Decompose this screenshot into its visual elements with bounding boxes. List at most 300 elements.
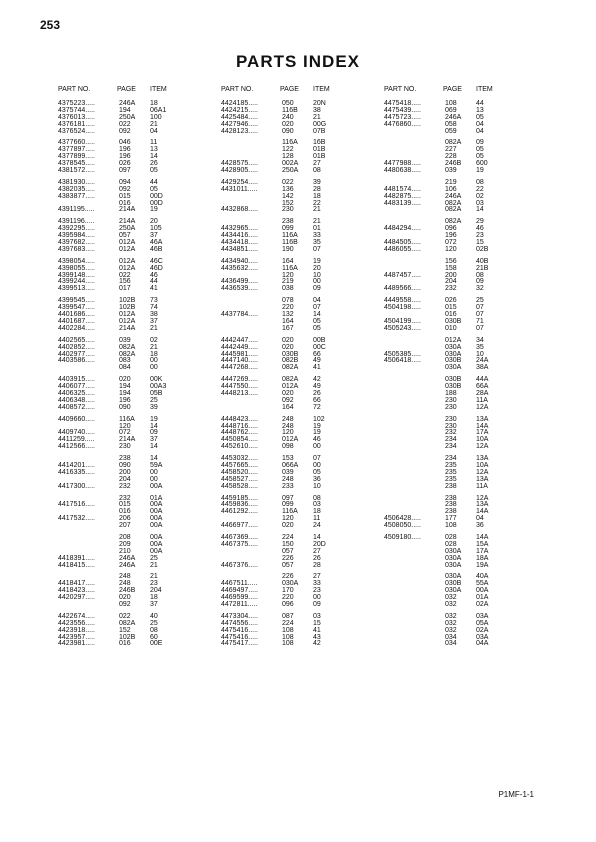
page-ref: 238 bbox=[282, 218, 294, 226]
page-ref: 116A bbox=[282, 232, 298, 240]
part-number: 4417300..... bbox=[58, 482, 95, 490]
entry-group bbox=[58, 535, 208, 569]
page-ref: 196 bbox=[119, 396, 131, 404]
item-ref: 05A bbox=[476, 619, 489, 627]
item-header: ITEM bbox=[476, 86, 493, 93]
part-number: 4475416..... bbox=[221, 626, 258, 634]
item-ref: 12A bbox=[476, 403, 489, 411]
part-number: 4414201..... bbox=[58, 461, 95, 469]
part-number: 4435632..... bbox=[221, 264, 258, 272]
part-number: 4403915..... bbox=[58, 376, 95, 384]
entry-group bbox=[221, 417, 371, 451]
part-number: 4447269..... bbox=[221, 376, 258, 384]
entry-group bbox=[221, 219, 371, 253]
entry-group bbox=[384, 140, 534, 174]
index-row bbox=[384, 595, 534, 602]
index-column-3 bbox=[384, 86, 534, 653]
page-ref: 209 bbox=[119, 540, 131, 548]
item-ref: 09 bbox=[313, 285, 321, 293]
item-ref: 01B bbox=[313, 153, 326, 161]
part-number: 4466977..... bbox=[221, 522, 258, 530]
item-ref: 09 bbox=[476, 139, 484, 147]
page-ref: 240 bbox=[282, 113, 294, 121]
index-row bbox=[221, 286, 371, 293]
page-ref: 020 bbox=[282, 389, 294, 397]
index-column-1 bbox=[58, 86, 208, 653]
page-ref: 020 bbox=[282, 120, 294, 128]
item-ref: 19 bbox=[313, 429, 321, 437]
page-ref: 015 bbox=[119, 192, 131, 200]
part-number: 4447550..... bbox=[221, 383, 258, 391]
page-ref: 039 bbox=[445, 167, 457, 175]
part-number: 4475417..... bbox=[221, 640, 258, 648]
index-row bbox=[221, 563, 371, 570]
page-ref: 230 bbox=[445, 422, 457, 430]
item-ref: 00B bbox=[313, 336, 326, 344]
index-row bbox=[221, 140, 371, 147]
page-header: PAGE bbox=[443, 86, 462, 93]
page-ref: 194 bbox=[119, 389, 131, 397]
item-ref: 01B bbox=[313, 146, 326, 154]
item-header: ITEM bbox=[313, 86, 330, 93]
footer-code: P1MF-1-1 bbox=[498, 790, 534, 799]
page-ref: 082A bbox=[119, 619, 136, 627]
item-ref: 204 bbox=[150, 587, 162, 595]
page-ref: 017 bbox=[119, 285, 131, 293]
page-ref: 032 bbox=[445, 626, 457, 634]
index-row bbox=[221, 641, 371, 648]
item-ref: 28A bbox=[476, 389, 489, 397]
part-number: 4467375..... bbox=[221, 540, 258, 548]
index-row bbox=[58, 516, 208, 523]
item-ref: 26 bbox=[150, 160, 158, 168]
item-ref: 03 bbox=[313, 501, 321, 509]
item-ref: 28 bbox=[313, 561, 321, 569]
page-ref: 020 bbox=[282, 522, 294, 530]
item-ref: 00A3 bbox=[150, 383, 167, 391]
index-row bbox=[221, 266, 371, 273]
entry-group bbox=[58, 338, 208, 372]
item-ref: 33 bbox=[313, 580, 321, 588]
item-ref: 39 bbox=[150, 403, 158, 411]
entry-group bbox=[221, 298, 371, 332]
item-ref: 12A bbox=[476, 443, 489, 451]
page-ref: 167 bbox=[282, 324, 294, 332]
item-ref: 42 bbox=[313, 640, 321, 648]
index-row bbox=[58, 563, 208, 570]
page-ref: 034 bbox=[445, 640, 457, 648]
page-ref: 046 bbox=[119, 139, 131, 147]
item-ref: 14 bbox=[476, 206, 484, 214]
page-ref: 120 bbox=[119, 422, 131, 430]
item-ref: 46A bbox=[150, 239, 163, 247]
item-ref: 05B bbox=[150, 389, 163, 397]
item-ref: 05 bbox=[313, 468, 321, 476]
item-ref: 102 bbox=[313, 415, 325, 423]
part-number: 4506428..... bbox=[384, 515, 421, 523]
page-ref: 108 bbox=[282, 633, 294, 641]
part-number: 4473304..... bbox=[221, 612, 258, 620]
item-ref: 22 bbox=[313, 199, 321, 207]
page-ref: 206 bbox=[119, 515, 131, 523]
index-row bbox=[384, 628, 534, 635]
page-ref: 108 bbox=[282, 626, 294, 634]
page-ref: 012A bbox=[119, 317, 136, 325]
item-ref: 12A bbox=[476, 494, 489, 502]
item-ref: 36 bbox=[476, 522, 484, 530]
part-number: 4445981..... bbox=[221, 350, 258, 358]
page-ref: 204 bbox=[119, 475, 131, 483]
item-ref: 35 bbox=[313, 239, 321, 247]
part-number: 4381930..... bbox=[58, 178, 95, 186]
page-ref: 030B bbox=[282, 350, 299, 358]
entry-group bbox=[384, 219, 534, 253]
part-number: 4401687..... bbox=[58, 317, 95, 325]
item-ref: 13 bbox=[150, 146, 158, 154]
item-ref: 40B bbox=[476, 257, 489, 265]
item-ref: 07B bbox=[313, 127, 326, 135]
page-ref: 092 bbox=[119, 601, 131, 608]
part-number: 4402977..... bbox=[58, 350, 95, 358]
index-row bbox=[58, 358, 208, 365]
page-ref: 058 bbox=[445, 120, 457, 128]
index-row bbox=[58, 326, 208, 333]
part-number: 4477988..... bbox=[384, 160, 421, 168]
item-ref: 43 bbox=[313, 633, 321, 641]
entry-group bbox=[58, 417, 208, 451]
index-row bbox=[58, 194, 208, 201]
part-number: 4398054..... bbox=[58, 257, 95, 265]
page-ref: 164 bbox=[282, 403, 294, 411]
page-ref: 246B bbox=[119, 587, 136, 595]
page-ref: 164 bbox=[282, 317, 294, 325]
page-ref: 246A bbox=[119, 554, 136, 562]
item-ref: 55A bbox=[476, 580, 489, 588]
item-ref: 66A bbox=[476, 383, 489, 391]
entry-groups bbox=[384, 101, 534, 648]
page-title: PARTS INDEX bbox=[235, 52, 361, 71]
item-ref: 01A bbox=[476, 594, 489, 602]
index-row bbox=[384, 273, 534, 280]
item-ref: 22 bbox=[476, 185, 484, 193]
index-row bbox=[58, 129, 208, 136]
page-ref: 030B bbox=[445, 376, 462, 384]
item-ref: 21 bbox=[150, 120, 158, 128]
part-number: 4399545..... bbox=[58, 297, 95, 305]
part-number: 4424185..... bbox=[221, 100, 258, 107]
part-number: 4504198..... bbox=[384, 304, 421, 312]
part-number: 4418417..... bbox=[58, 580, 95, 588]
item-ref: 14A bbox=[476, 422, 489, 430]
part-number: 4489566..... bbox=[384, 285, 421, 293]
part-number: 4399547..... bbox=[58, 304, 95, 312]
part-number: 4432965..... bbox=[221, 225, 258, 233]
entry-group bbox=[384, 180, 534, 214]
index-row bbox=[384, 365, 534, 372]
part-number: 4425484..... bbox=[221, 113, 258, 121]
item-ref: 05 bbox=[313, 317, 321, 325]
item-ref: 05 bbox=[150, 167, 158, 175]
page-ref: 190 bbox=[282, 245, 294, 253]
page-ref: 164 bbox=[282, 257, 294, 265]
page-ref: 246B bbox=[445, 160, 462, 168]
page-ref: 116A bbox=[282, 508, 298, 516]
item-ref: 27 bbox=[313, 547, 321, 555]
page-ref: 097 bbox=[282, 494, 294, 502]
item-ref: 10A bbox=[476, 436, 489, 444]
part-number: 4448716..... bbox=[221, 422, 258, 430]
item-ref: 44 bbox=[150, 278, 158, 286]
item-ref: 13A bbox=[476, 455, 489, 463]
index-row bbox=[384, 621, 534, 628]
part-number: 4484505..... bbox=[384, 239, 421, 247]
page-ref: 082A bbox=[445, 206, 462, 214]
index-row bbox=[384, 384, 534, 391]
item-ref: 40A bbox=[476, 573, 489, 581]
part-number: 4406077..... bbox=[58, 383, 95, 391]
part-number: 4422674..... bbox=[58, 612, 95, 620]
page-ref: 196 bbox=[445, 232, 457, 240]
part-number: 4450854..... bbox=[221, 436, 258, 444]
page-ref: 210 bbox=[119, 547, 131, 555]
index-row bbox=[221, 549, 371, 556]
index-row bbox=[384, 247, 534, 254]
item-ref: 36 bbox=[313, 475, 321, 483]
item-ref: 05 bbox=[476, 146, 484, 154]
page-ref: 142 bbox=[282, 192, 294, 200]
page-ref: 038 bbox=[282, 285, 294, 293]
part-number: 4475723..... bbox=[384, 113, 421, 121]
item-ref: 07 bbox=[476, 324, 484, 332]
column-header bbox=[58, 86, 208, 98]
item-ref: 21 bbox=[313, 218, 321, 226]
item-ref: 00 bbox=[150, 475, 158, 483]
page-ref: 120 bbox=[282, 515, 294, 523]
page-ref: 028 bbox=[445, 533, 457, 541]
page-ref: 156 bbox=[119, 278, 131, 286]
page-ref: 030B bbox=[445, 357, 462, 365]
page-ref: 097 bbox=[119, 167, 131, 175]
page-ref: 092 bbox=[282, 396, 294, 404]
page-ref: 228 bbox=[445, 153, 457, 161]
item-ref: 72 bbox=[313, 403, 321, 411]
item-ref: 14A bbox=[476, 508, 489, 516]
item-ref: 23 bbox=[476, 232, 484, 240]
page-ref: 012A bbox=[282, 383, 299, 391]
index-row bbox=[384, 614, 534, 621]
index-row bbox=[221, 523, 371, 530]
part-number: 4428575..... bbox=[221, 160, 258, 168]
page-ref: 030B bbox=[445, 317, 462, 325]
entry-group bbox=[58, 496, 208, 530]
item-ref: 19A bbox=[476, 561, 489, 569]
part-no-header: PART NO. bbox=[384, 86, 417, 93]
page-ref: 248 bbox=[119, 573, 131, 581]
page-ref: 082A bbox=[445, 218, 462, 226]
index-row bbox=[384, 286, 534, 293]
item-ref: 03 bbox=[313, 612, 321, 620]
index-row bbox=[58, 470, 208, 477]
index-row bbox=[384, 563, 534, 570]
item-ref: 33 bbox=[313, 232, 321, 240]
index-row bbox=[384, 635, 534, 642]
item-ref: 100 bbox=[150, 113, 162, 121]
item-ref: 13 bbox=[476, 106, 484, 114]
page-ref: 108 bbox=[282, 640, 294, 648]
page-ref: 030A bbox=[445, 350, 462, 358]
page-ref: 016 bbox=[119, 199, 131, 207]
part-number: 4453032..... bbox=[221, 455, 258, 463]
page-ref: 012A bbox=[119, 257, 136, 265]
part-number: 4461292..... bbox=[221, 508, 258, 516]
part-number: 4437784..... bbox=[221, 311, 258, 319]
item-ref: 24A bbox=[476, 357, 489, 365]
part-number: 4467376..... bbox=[221, 561, 258, 569]
page-ref: 082A bbox=[282, 376, 299, 384]
item-ref: 00A bbox=[476, 587, 489, 595]
part-number: 4402284..... bbox=[58, 324, 95, 332]
item-ref: 25 bbox=[476, 297, 484, 305]
part-number: 4458527..... bbox=[221, 475, 258, 483]
page-ref: 108 bbox=[445, 522, 457, 530]
page-ref: 226 bbox=[282, 573, 294, 581]
index-row bbox=[384, 463, 534, 470]
item-ref: 03A bbox=[476, 633, 489, 641]
index-row bbox=[221, 168, 371, 175]
page-ref: 208 bbox=[119, 533, 131, 541]
index-row bbox=[58, 542, 208, 549]
index-row bbox=[221, 129, 371, 136]
entry-group bbox=[58, 101, 208, 135]
index-row bbox=[221, 391, 371, 398]
item-ref: 35 bbox=[476, 343, 484, 351]
item-ref: 00D bbox=[150, 192, 163, 200]
item-ref: 14 bbox=[150, 443, 158, 451]
item-ref: 07 bbox=[313, 455, 321, 463]
index-row bbox=[384, 405, 534, 412]
item-ref: 40 bbox=[150, 612, 158, 620]
item-ref: 12A bbox=[476, 468, 489, 476]
page-ref: 020 bbox=[119, 376, 131, 384]
page-ref: 030A bbox=[445, 561, 462, 569]
item-ref: 73 bbox=[150, 297, 158, 305]
item-ref: 00A bbox=[150, 547, 163, 555]
part-number: 4436499..... bbox=[221, 278, 258, 286]
page-ref: 026 bbox=[445, 297, 457, 305]
part-number: 4377899..... bbox=[58, 153, 95, 161]
item-ref: 19 bbox=[313, 257, 321, 265]
index-row bbox=[58, 207, 208, 214]
page-ref: 039 bbox=[119, 336, 131, 344]
item-ref: 07 bbox=[313, 245, 321, 253]
part-number: 4409660..... bbox=[58, 415, 95, 423]
page-ref: 250A bbox=[119, 113, 136, 121]
item-ref: 08 bbox=[150, 626, 158, 634]
page-ref: 177 bbox=[445, 515, 457, 523]
item-ref: 01 bbox=[313, 225, 321, 233]
index-row bbox=[221, 542, 371, 549]
index-row bbox=[221, 187, 371, 194]
item-ref: 10A bbox=[476, 461, 489, 469]
part-number: 4398055..... bbox=[58, 264, 95, 272]
part-number: 4476860..... bbox=[384, 120, 421, 128]
page-ref: 122 bbox=[282, 146, 294, 154]
item-ref: 08 bbox=[313, 167, 321, 175]
item-ref: 02A bbox=[476, 601, 489, 608]
page-ref: 102B bbox=[119, 633, 136, 641]
page-ref: 030B bbox=[445, 580, 462, 588]
item-ref: 00A bbox=[150, 508, 163, 516]
item-ref: 00E bbox=[150, 640, 163, 648]
part-number: 4475418..... bbox=[384, 100, 421, 107]
page-ref: 096 bbox=[445, 225, 457, 233]
item-ref: 27 bbox=[313, 160, 321, 168]
item-ref: 46 bbox=[476, 225, 484, 233]
item-ref: 13A bbox=[476, 415, 489, 423]
item-ref: 46 bbox=[150, 271, 158, 279]
page-ref: 128 bbox=[282, 153, 294, 161]
part-number: 4397682..... bbox=[58, 239, 95, 247]
page-ref: 250A bbox=[282, 167, 299, 175]
item-ref: 10 bbox=[313, 271, 321, 279]
page-ref: 030B bbox=[445, 383, 462, 391]
entry-group bbox=[58, 574, 208, 608]
item-ref: 01A bbox=[150, 494, 163, 502]
item-ref: 00A bbox=[150, 515, 163, 523]
page-ref: 152 bbox=[119, 626, 131, 634]
page-ref: 082A bbox=[445, 199, 462, 207]
item-ref: 25 bbox=[150, 619, 158, 627]
part-number: 4447268..... bbox=[221, 364, 258, 372]
page-ref: 012A bbox=[119, 311, 136, 319]
item-ref: 03A bbox=[476, 612, 489, 620]
page-ref: 078 bbox=[282, 297, 294, 305]
page-ref: 020 bbox=[282, 336, 294, 344]
part-number: 4402565..... bbox=[58, 336, 95, 344]
index-row bbox=[221, 484, 371, 491]
index-row bbox=[384, 477, 534, 484]
item-ref: 46D bbox=[150, 264, 163, 272]
item-ref: 46 bbox=[313, 436, 321, 444]
page-ref: 022 bbox=[282, 178, 294, 186]
part-number: 4428905..... bbox=[221, 167, 258, 175]
part-number: 4434416..... bbox=[221, 232, 258, 240]
page-ref: 246A bbox=[119, 100, 136, 107]
page-ref: 072 bbox=[119, 429, 131, 437]
part-number: 4509180..... bbox=[384, 533, 421, 541]
page-ref: 224 bbox=[282, 619, 294, 627]
index-row bbox=[221, 326, 371, 333]
entry-group bbox=[384, 101, 534, 135]
page-ref: 116B bbox=[282, 239, 298, 247]
item-ref: 44A bbox=[476, 376, 489, 384]
entry-group bbox=[58, 377, 208, 411]
item-ref: 10 bbox=[476, 350, 484, 358]
index-row bbox=[384, 391, 534, 398]
page-ref: 108 bbox=[445, 100, 457, 107]
item-ref: 21 bbox=[150, 324, 158, 332]
item-ref: 04 bbox=[476, 127, 484, 135]
item-ref: 11A bbox=[476, 482, 488, 490]
page-ref: 032 bbox=[445, 612, 457, 620]
index-row bbox=[58, 444, 208, 451]
entry-group bbox=[221, 180, 371, 214]
part-number: 4442447..... bbox=[221, 336, 258, 344]
page-ref: 032 bbox=[445, 619, 457, 627]
page-ref: 232 bbox=[119, 494, 131, 502]
page-ref: 238 bbox=[119, 455, 131, 463]
item-ref: 03 bbox=[476, 199, 484, 207]
